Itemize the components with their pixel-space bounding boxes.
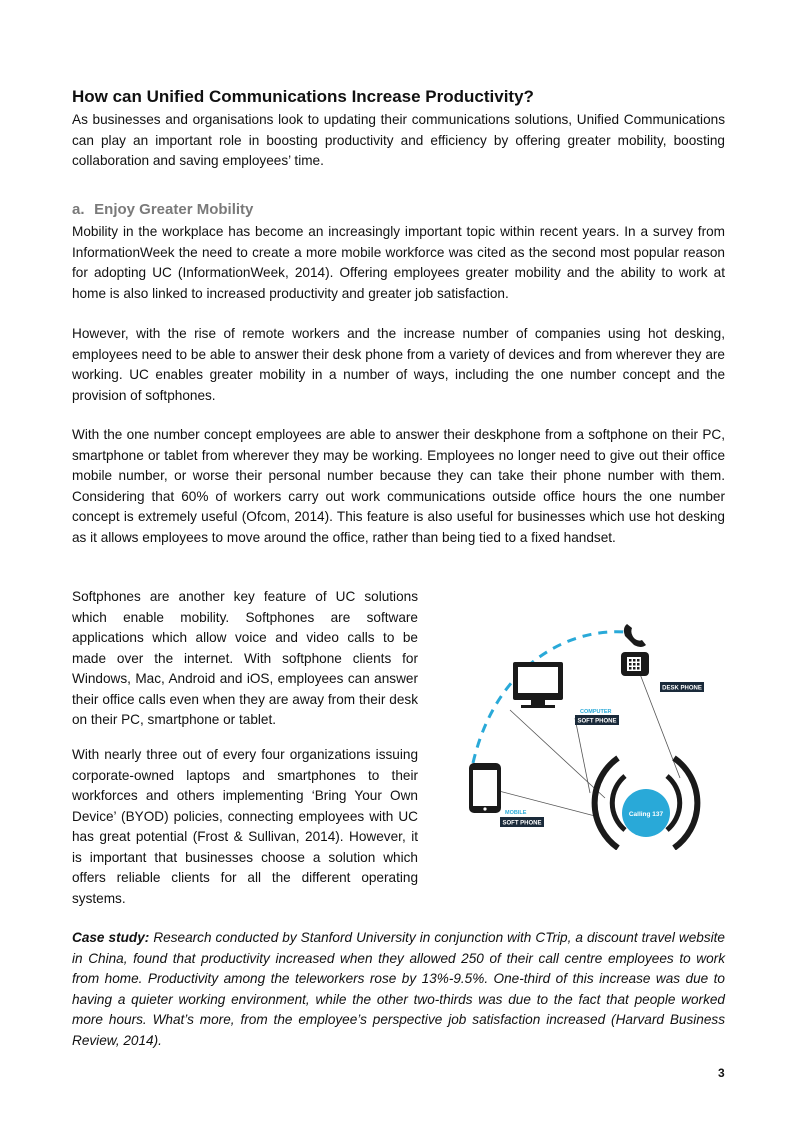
section-number: a. xyxy=(72,201,85,218)
case-study-lead: Case study: xyxy=(72,930,150,945)
connector-line xyxy=(575,718,590,793)
body-paragraph-5: With nearly three out of every four organizations issuing corporate-owned laptops and smartphones to their workforces and others implementing ‘Bring Your Own Device’ (BYOD) policies, connecting employees with UC has great potential (Frost & Sullivan, 2014). However, it is important that businesses choose a solution which offers reliable clients for all the different operating systems. xyxy=(72,747,418,906)
case-study-text: Research conducted by Stanford University in conjunction with CTrip, a discount travel website in China, found that productivity increased when they allowed 250 of their call centre employees to work from home. Productivity among the teleworkers rose by 13%-9.5%. One-third of this increase was due to having a quieter working environment, while the other two-thirds was due to the fact that people worked more hours. What’s more, from the employee’s perspective job satisfaction increased (Harvard Business Review, 2014). xyxy=(72,930,725,1048)
computer-label-bottom: SOFT PHONE xyxy=(577,718,617,725)
page-heading: How can Unified Communications Increase Productivity? xyxy=(72,87,534,106)
body-paragraph-1: Mobility in the workplace has become an increasingly important topic within recent years. In a survey from InformationWeek the need to create a more mobile workforce was cited as the second most popular reason for adopting UC (InformationWeek, 2014). Offering employees greater mobility and the ability to work at home is also linked to increased productivity and greater job satisfaction. xyxy=(72,224,725,301)
section-heading xyxy=(72,200,253,220)
calling-rings-icon xyxy=(595,758,698,848)
desk-phone-icon xyxy=(621,624,649,676)
section-title: Enjoy Greater Mobility xyxy=(94,201,254,218)
mobile-label-top: MOBILE xyxy=(505,810,527,816)
computer-label-top: COMPUTER xyxy=(580,709,612,715)
mobile-phone-icon xyxy=(469,763,501,813)
case-study-paragraph xyxy=(72,928,725,1051)
desk-phone-label: DESK PHONE xyxy=(662,685,702,692)
uc-mobility-diagram xyxy=(455,618,740,850)
page-number: 3 xyxy=(718,1066,725,1080)
body-paragraph-2: However, with the rise of remote workers and the increase number of companies using hot desking, employees need to be able to answer their desk phone from a variety of devices and from wherever they are working. UC enables greater mobility in a number of ways, including the one number concept and the provision of softphones. xyxy=(72,326,725,403)
body-paragraph-4: Softphones are another key feature of UC solutions which enable mobility. Softphones are software applications which allow voice and video calls to be made over the internet. With softphone clients for Windows, Mac, Android and iOS, employees can answer their office calls even when they are away from their desk on their PC, smartphone or tablet. xyxy=(72,589,418,727)
mobile-label-bottom: SOFT PHONE xyxy=(502,820,542,827)
body-paragraph-3: With the one number concept employees are able to answer their deskphone from a softphone on their PC, smartphone or tablet from wherever they may be working. Employees no longer need to give out their office mobile number, or worse their personal number because they can take their phone number with them. Considering that 60% of workers carry out work communications outside office hours the one number concept is extremely useful (Ofcom, 2014). This feature is also useful for businesses which use hot desking as it allows employees to move around the office, rather than being tied to a fixed handset. xyxy=(72,427,725,545)
calling-label: Calling 137 xyxy=(628,811,664,818)
computer-icon xyxy=(513,662,563,708)
intro-paragraph: As businesses and organisations look to updating their communications solutions, Unified Communications can play an important role in boosting productivity and efficiency by offering greater mobility, boosting collaboration and saving employees’ time. xyxy=(72,112,725,168)
